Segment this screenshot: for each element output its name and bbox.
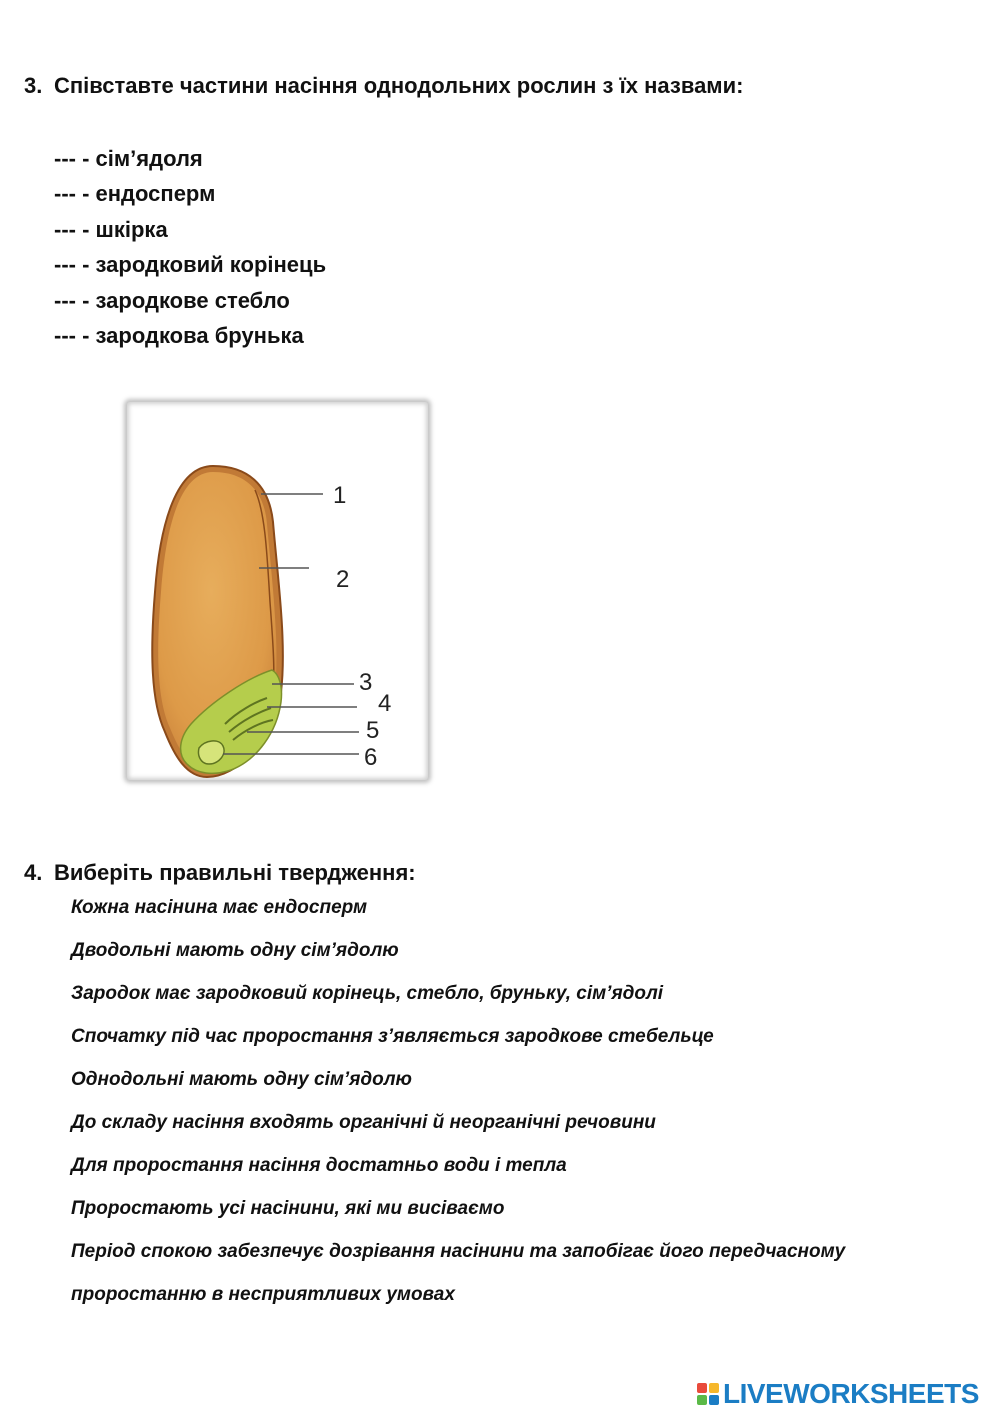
statement-item[interactable]: Зародок має зародковий корінець, стебло, бруньку, сім’ядолі <box>71 983 664 1004</box>
diagram-label-6: 6 <box>364 744 378 771</box>
logo-square-i <box>709 1383 719 1393</box>
statement-item-continuation: проростанню в несприятливих умовах <box>71 1284 455 1305</box>
question-4-number: 4. <box>24 860 43 885</box>
question-3-number: 3. <box>24 73 43 98</box>
statement-item[interactable]: Дводольні мають одну сім’ядолю <box>71 940 399 961</box>
statement-list <box>71 893 845 1323</box>
question-4-text: Виберіть правильні твердження: <box>54 860 416 885</box>
matching-item[interactable]: --- - ендосперм <box>54 181 216 207</box>
statement-item[interactable]: Спочатку під час проростання з’являється зародкове стебельце <box>71 1026 714 1047</box>
statement-item[interactable]: До складу насіння входять органічні й неорганічні речовини <box>71 1112 656 1133</box>
statement-item[interactable]: Проростають усі насінини, які ми висіваємо <box>71 1198 505 1219</box>
matching-item[interactable]: --- - зародкове стебло <box>54 287 290 313</box>
question-3-text: Співставте частини насіння однодольних рослин з їх назвами: <box>54 73 744 98</box>
logo-square-l <box>697 1383 707 1393</box>
diagram-label-3: 3 <box>359 669 373 696</box>
matching-list <box>54 143 326 355</box>
logo-icon <box>697 1383 719 1405</box>
statement-item[interactable]: Однодольні мають одну сім’ядолю <box>71 1069 412 1090</box>
question-3-title <box>24 73 743 99</box>
logo-text: LIVEWORKSHEETS <box>723 1378 979 1409</box>
statement-item[interactable]: Для проростання насіння достатньо води і тепла <box>71 1155 567 1176</box>
seed-diagram <box>127 402 428 780</box>
matching-item[interactable]: --- - зародковий корінець <box>54 252 327 278</box>
diagram-label-5: 5 <box>366 717 380 744</box>
matching-item[interactable]: --- - сім’ядоля <box>54 146 203 171</box>
statement-item[interactable]: Період спокою забезпечує дозрівання насінини та запобігає його передчасному <box>71 1241 846 1262</box>
liveworksheets-logo <box>697 1377 979 1411</box>
diagram-label-1: 1 <box>333 482 347 509</box>
matching-item[interactable]: --- - зародкова брунька <box>54 322 304 348</box>
statement-item[interactable]: Кожна насінина має ендосперм <box>71 897 368 918</box>
matching-item[interactable]: --- - шкірка <box>54 216 168 242</box>
logo-square-e <box>709 1395 719 1405</box>
logo-square-v <box>697 1395 707 1405</box>
diagram-label-4: 4 <box>378 690 392 717</box>
question-4-title <box>24 860 416 886</box>
diagram-label-2: 2 <box>336 566 350 593</box>
